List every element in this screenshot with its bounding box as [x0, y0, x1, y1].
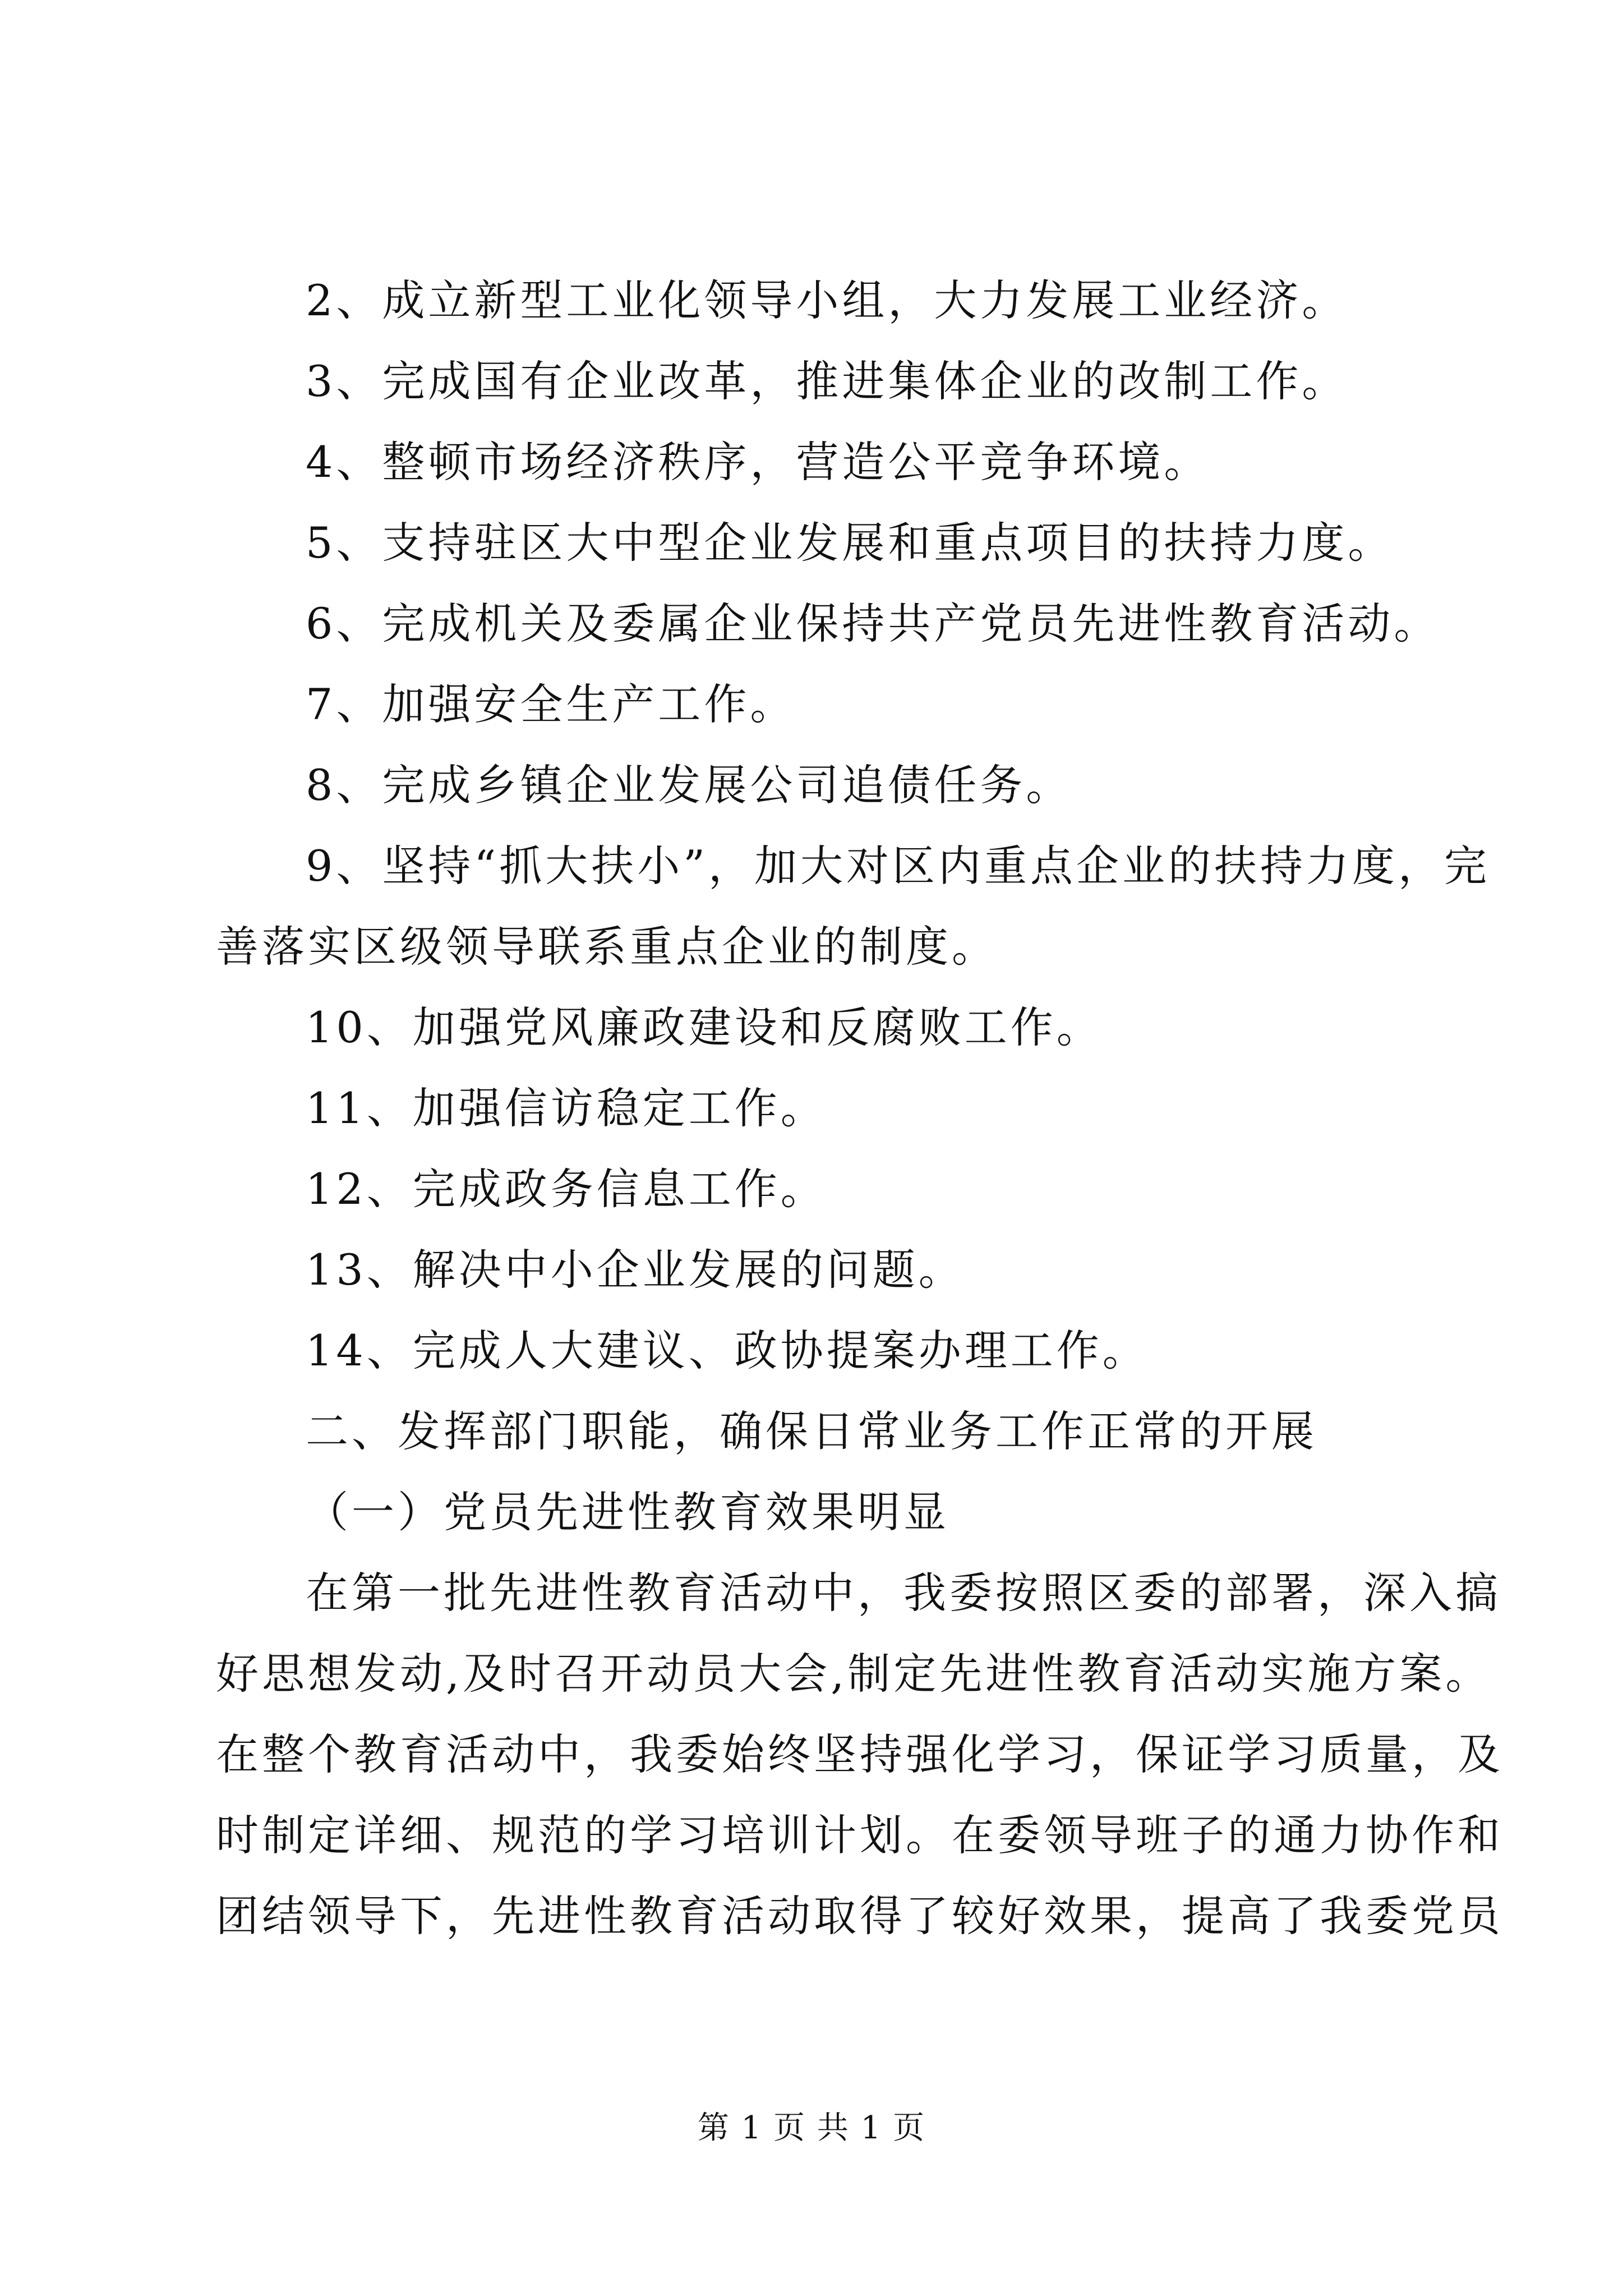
- list-item-11: 11、加强信访稳定工作。: [306, 1083, 827, 1133]
- list-item-10: 10、加强党风廉政建设和反腐败工作。: [306, 1002, 1103, 1052]
- paragraph-line-2: 好思想发动,及时召开动员大会,制定先进性教育活动实施方案。: [216, 1649, 1492, 1699]
- paragraph-line-5: 团结领导下，先进性教育活动取得了较好效果，提高了我委党员: [216, 1891, 1504, 1941]
- list-item-14: 14、完成人大建议、政协提案办理工作。: [306, 1326, 1149, 1375]
- paragraph-line-1: 在第一批先进性教育活动中，我委按照区委的部署，深入搞: [306, 1568, 1501, 1618]
- list-item-5: 5、支持驻区大中型企业发展和重点项目的扶持力度。: [306, 518, 1394, 568]
- list-item-12: 12、完成政务信息工作。: [306, 1164, 827, 1214]
- list-item-9-line-1: 9、坚持“抓大扶小”，加大对区内重点企业的扶持力度，完: [306, 841, 1491, 891]
- list-item-13: 13、解决中小企业发展的问题。: [306, 1245, 965, 1295]
- list-item-8: 8、完成乡镇企业发展公司追债任务。: [306, 760, 1072, 810]
- subsection-heading-1: （一）党员先进性教育效果明显: [306, 1487, 949, 1537]
- list-item-4: 4、整顿市场经济秩序，营造公平竞争环境。: [306, 437, 1210, 487]
- paragraph-line-4: 时制定详细、规范的学习培训计划。在委领导班子的通力协作和: [216, 1810, 1504, 1860]
- list-item-9-line-2: 善落实区级领导联系重点企业的制度。: [216, 922, 998, 972]
- paragraph-line-3: 在整个教育活动中，我委始终坚持强化学习，保证学习质量，及: [216, 1729, 1504, 1779]
- page-footer: 第 1 页 共 1 页: [697, 2110, 926, 2146]
- list-item-3: 3、完成国有企业改革，推进集体企业的改制工作。: [306, 356, 1348, 406]
- list-item-7: 7、加强安全生产工作。: [306, 679, 796, 729]
- section-heading-2: 二、发挥部门职能，确保日常业务工作正常的开展: [306, 1406, 1317, 1456]
- list-item-2: 2、成立新型工业化领导小组，大力发展工业经济。: [306, 275, 1348, 325]
- list-item-6: 6、完成机关及委属企业保持共产党员先进性教育活动。: [306, 599, 1440, 648]
